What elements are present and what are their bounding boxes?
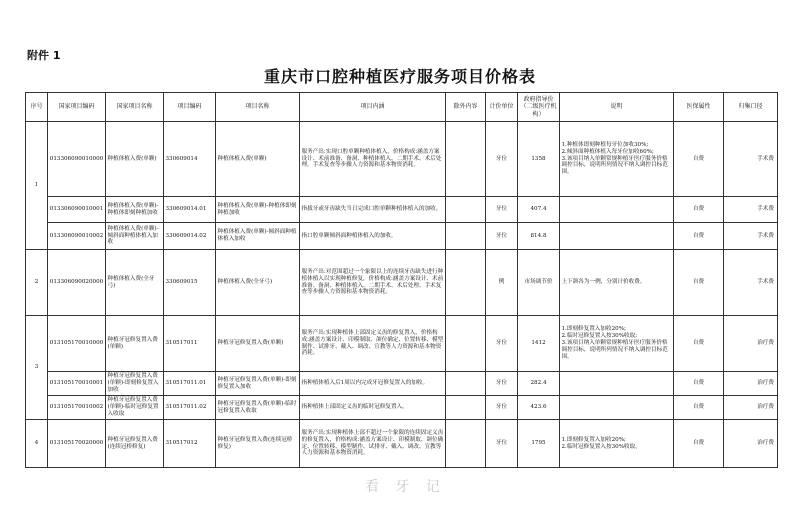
table-row [26,396,778,420]
header-unit: 计价单位 [486,93,518,122]
table-row [26,250,778,316]
cell-exclusion [446,250,486,316]
cell-index: 2 [26,250,48,316]
cell-unit: 例 [486,250,518,316]
cell-category: 手术费 [724,197,778,223]
cell-national-code: 013105170020000 [48,420,106,468]
cell-index: 1 [26,122,48,250]
cell-name: 种植牙冠修复置入费(单颗)-临时冠修复置入收取 [216,396,300,420]
cell-category: 治疗费 [724,396,778,420]
cell-category: 手术费 [724,122,778,197]
cell-note: 1.种植体即刻种植每牙位加收30%; 2.倾斜面种植体植入每牙位加收60%; 3.该项目纳入单颗常规种植牙医疗服务价格调控目标，说明所列情况不纳入调控目标范围。 [560,122,674,197]
cell-name: 种植体植入费(全牙弓) [216,250,300,316]
header-note: 说明 [560,93,674,122]
cell-name: 种植体植入费(单颗) [216,122,300,197]
header-national-name: 国家项目名称 [106,93,164,122]
table-row [26,316,778,372]
cell-insurance: 自费 [674,372,724,396]
cell-price: 423.6 [518,396,560,420]
cell-content: 服务产出:实现种植体上部固定义齿的修复置入，价格构成:涵盖方案设计、印模制取、颌位确定、位置转移、模型制作、试排牙、戴入、调改、宣教等人力资源和基本物资消耗。 [300,316,446,372]
cell-content: 指口腔单颗倾斜面种植体植入的加收。 [300,223,446,250]
cell-price: 市场调节价 [518,250,560,316]
cell-price: 1795 [518,420,560,468]
cell-code: 310517011 [164,316,216,372]
price-table [25,92,778,468]
table-row [26,223,778,250]
cell-content: 服务产出:对范围超过一个象限以上的连续牙齿缺失进行种植体植入以实现种植修复，价格构成:涵盖方案设计、术前准备、备洞、种植体植入、二期手术、术后处理、手术复查等步骤人力资源和基本物资消耗。 [300,250,446,316]
cell-unit: 牙位 [486,122,518,197]
cell-unit: 牙位 [486,420,518,468]
cell-exclusion [446,420,486,468]
cell-price: 1412 [518,316,560,372]
cell-content: 指拔牙或牙齿缺失当日完成口腔单颗种植体植入的加收。 [300,197,446,223]
cell-unit: 牙位 [486,316,518,372]
cell-code: 310517011.01 [164,372,216,396]
cell-category: 手术费 [724,250,778,316]
cell-note [560,396,674,420]
cell-content: 指种植体植入后1周以内完成牙冠修复置入的加收。 [300,372,446,396]
header-code: 项目编码 [164,93,216,122]
cell-note: 1.即刻修复置入加收20%; 2.临时冠修复置入按30%收取。 [560,420,674,468]
cell-code: 310517012 [164,420,216,468]
header-price: 政府指导价（二级医疗机构） [518,93,560,122]
cell-insurance: 自费 [674,197,724,223]
cell-code: 330609014 [164,122,216,197]
cell-exclusion [446,316,486,372]
cell-content: 服务产出:实现口腔单颗种植体植入，价格构成:涵盖方案设计、术前准备、备洞、种植体植入、二期手术、术后处理，手术复查等步骤人力资源和基本物资消耗。 [300,122,446,197]
cell-unit: 牙位 [486,372,518,396]
cell-price: 282.4 [518,372,560,396]
cell-code: 330609014.01 [164,197,216,223]
header-insurance: 医保属性 [674,93,724,122]
page-title: 重庆市口腔种植医疗服务项目价格表 [263,67,536,86]
cell-index: 4 [26,420,48,468]
cell-national-code: 013306090020000 [48,250,106,316]
table-row [26,197,778,223]
cell-exclusion [446,396,486,420]
cell-note [560,372,674,396]
cell-national-name: 种植牙冠修复置入费(单颗)-临时冠修复置入收取 [106,396,164,420]
cell-note: 上下颌各为一例，分别计价收费。 [560,250,674,316]
cell-exclusion [446,223,486,250]
cell-insurance: 自费 [674,122,724,197]
cell-national-name: 种植体植入费(单颗)-倾斜面种植体植入加收 [106,223,164,250]
cell-unit: 牙位 [486,197,518,223]
header-name: 项目名称 [216,93,300,122]
header-category: 归集口径 [724,93,778,122]
cell-name: 种植牙冠修复置入费(连续冠桥修复) [216,420,300,468]
cell-content: 服务产出:实现种植体上部不超过一个象限的连续固定义齿的修复置入，价格构成:涵盖方案设计、印模制取、颌位确定、位置转移、模型制作、试排牙、戴入、调改、宣教等人力资源和基本物资消耗。 [300,420,446,468]
cell-national-name: 种植体植入费(单颗)-种植体即刻种植加收 [106,197,164,223]
table-header-row [26,93,778,122]
cell-insurance: 自费 [674,223,724,250]
cell-category: 治疗费 [724,316,778,372]
cell-name: 种植牙冠修复置入费(单颗)-即刻修复置入加收 [216,372,300,396]
table-row [26,420,778,468]
cell-national-code: 013105170010000 [48,316,106,372]
cell-index: 3 [26,316,48,420]
table-row [26,372,778,396]
cell-insurance: 自费 [674,316,724,372]
cell-national-name: 种植牙冠修复置入费(单颗) [106,316,164,372]
cell-insurance: 自费 [674,250,724,316]
cell-national-code: 013105170010001 [48,372,106,396]
cell-note [560,197,674,223]
cell-national-code: 013306090010002 [48,223,106,250]
cell-note [560,223,674,250]
cell-national-name: 种植体植入费(单颗) [106,122,164,197]
cell-insurance: 自费 [674,396,724,420]
cell-price: 407.4 [518,197,560,223]
cell-national-name: 种植牙冠修复置入费(单颗)-即刻修复置入加收 [106,372,164,396]
watermark: 看 牙 记 [365,479,446,495]
cell-national-code: 013105170010002 [48,396,106,420]
cell-content: 指种植体上部固定义齿的临时冠修复置入。 [300,396,446,420]
header-national-code: 国家项目编码 [48,93,106,122]
cell-unit: 牙位 [486,396,518,420]
cell-national-name: 种植牙冠修复置入费(连续冠桥修复) [106,420,164,468]
header-index: 序号 [26,93,48,122]
cell-category: 治疗费 [724,372,778,396]
cell-name: 种植牙冠修复置入费(单颗) [216,316,300,372]
cell-name: 种植体植入费(单颗)-种植体即刻种植加收 [216,197,300,223]
header-exclusion: 除外内容 [446,93,486,122]
cell-exclusion [446,372,486,396]
cell-note: 1.即刻修复置入加收20%; 2.临时冠修复置入按30%收取; 3.该项目纳入单颗常规种植牙医疗服务价格调控目标，说明所列情况不纳入调控目标范围。 [560,316,674,372]
cell-exclusion [446,197,486,223]
cell-exclusion [446,122,486,197]
cell-category: 手术费 [724,223,778,250]
cell-unit: 牙位 [486,223,518,250]
header-content: 项目内涵 [300,93,446,122]
cell-code: 330609015 [164,250,216,316]
cell-category: 治疗费 [724,420,778,468]
cell-national-code: 013306090010000 [48,122,106,197]
cell-price: 814.8 [518,223,560,250]
attachment-label: 附件 1 [27,49,61,62]
cell-name: 种植体植入费(单颗)-倾斜面种植体植入加收 [216,223,300,250]
table-row [26,122,778,197]
cell-national-name: 种植体植入费(全牙弓) [106,250,164,316]
cell-code: 310517011.02 [164,396,216,420]
cell-insurance: 自费 [674,420,724,468]
cell-national-code: 013306090010001 [48,197,106,223]
cell-code: 330609014.02 [164,223,216,250]
cell-price: 1358 [518,122,560,197]
